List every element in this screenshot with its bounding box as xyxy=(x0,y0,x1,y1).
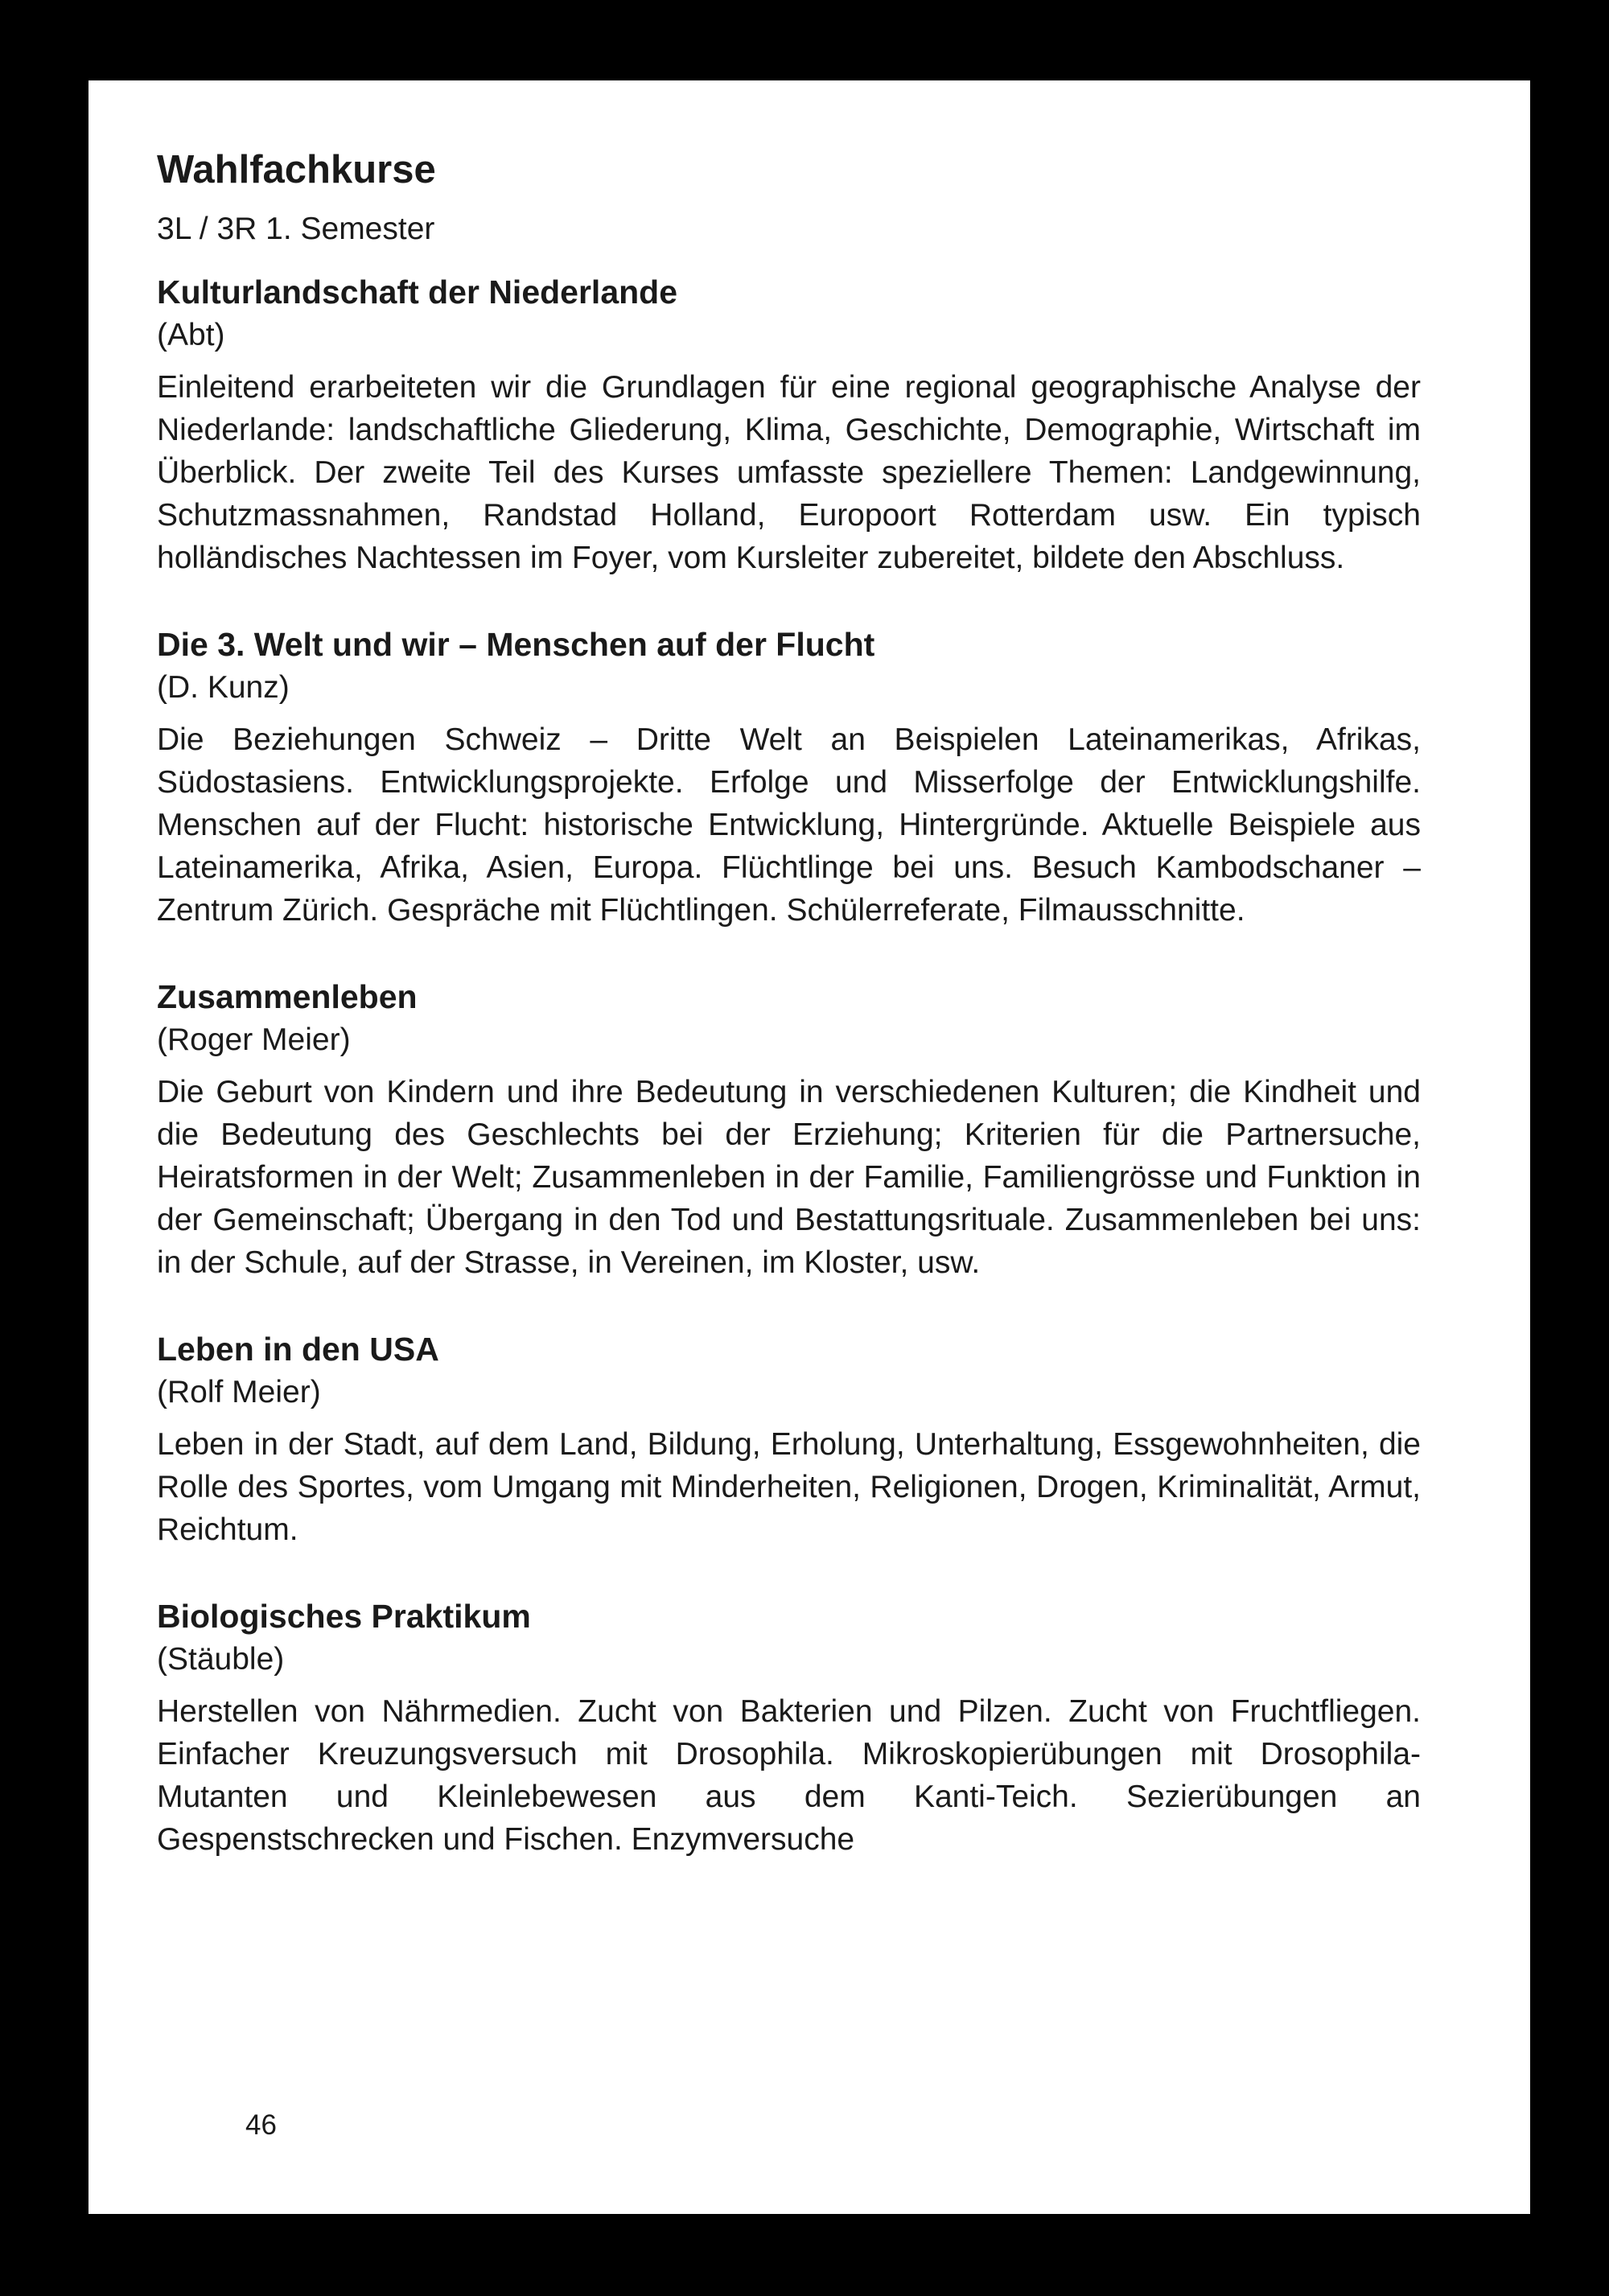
course-title: Kulturlandschaft der Niederlande xyxy=(157,274,678,311)
course-description: Einleitend erarbeiteten wir die Grundlagen für eine regional geographische Analyse der Niederlande: landschaftliche Gliederung, Klima, Geschichte, Demographie, Wirtschaft im Überblick. Der zweite Teil des Kurses umfasste speziellere Themen: Landgewinnung, Schutzmassnahmen, Randstad Holland, Europoort Rotterdam usw. Ein typisch holländisches Nachtessen im Foyer, vom Kursleiter zubereitet, bildete den Abschluss. xyxy=(157,370,1421,575)
course-teacher: (Rolf Meier) xyxy=(157,1375,321,1409)
course-title: Leben in den USA xyxy=(157,1331,439,1368)
course-description: Herstellen von Nährmedien. Zucht von Bakterien und Pilzen. Zucht von Fruchtfliegen. Einfacher Kreuzungsversuch mit Drosophila. Mikroskopierübungen mit Drosophila-Mutanten und Kleinlebewesen aus dem Kanti-Teich. Sezierübungen an Gespenstschrecken und Fischen. Enzymversuche xyxy=(157,1694,1421,1857)
course-section xyxy=(157,271,1421,579)
course-section xyxy=(157,1595,1421,1861)
course-description: Die Beziehungen Schweiz – Dritte Welt an Beispielen Lateinamerikas, Afrikas, Südostasiens. Entwicklungsprojekte. Erfolge und Misserfolge der Entwicklungshilfe. Menschen auf der Flucht: historische Entwicklung, Hintergründe. Aktuelle Beispiele aus Lateinamerika, Afrika, Asien, Europa. Flüchtlinge bei uns. Besuch Kambodschaner – Zentrum Zürich. Gespräche mit Flüchtlingen. Schülerreferate, Filmausschnitte. xyxy=(157,722,1421,928)
course-title: Die 3. Welt und wir – Menschen auf der Flucht xyxy=(157,626,875,663)
course-teacher: (D. Kunz) xyxy=(157,670,290,705)
course-title: Zusammenleben xyxy=(157,978,418,1015)
course-description: Leben in der Stadt, auf dem Land, Bildung, Erholung, Unterhaltung, Essgewohnheiten, die Rolle des Sportes, vom Umgang mit Minderheiten, Religionen, Drogen, Kriminalität, Armut, Reichtum. xyxy=(157,1427,1421,1547)
course-section xyxy=(157,976,1421,1284)
page-content xyxy=(157,150,1421,1905)
course-teacher: (Abt) xyxy=(157,318,225,352)
course-title: Biologisches Praktikum xyxy=(157,1598,531,1635)
page-heading: Wahlfachkurse xyxy=(157,148,436,191)
course-section xyxy=(157,1328,1421,1551)
course-description: Die Geburt von Kindern und ihre Bedeutung in verschiedenen Kulturen; die Kindheit und die Bedeutung des Geschlechts bei der Erziehung; Kriterien für die Partnersuche, Heiratsformen in der Welt; Zusammenleben in der Familie, Familiengrösse und Funktion in der Gemeinschaft; Übergang in den Tod und Bestattungsrituale. Zusammenleben bei uns: in der Schule, auf der Strasse, in Vereinen, im Kloster, usw. xyxy=(157,1075,1421,1280)
course-teacher: (Stäuble) xyxy=(157,1642,285,1677)
course-section xyxy=(157,623,1421,932)
semester-label: 3L / 3R 1. Semester xyxy=(157,212,435,246)
course-teacher: (Roger Meier) xyxy=(157,1023,351,1057)
page-number: 46 xyxy=(245,2109,277,2141)
